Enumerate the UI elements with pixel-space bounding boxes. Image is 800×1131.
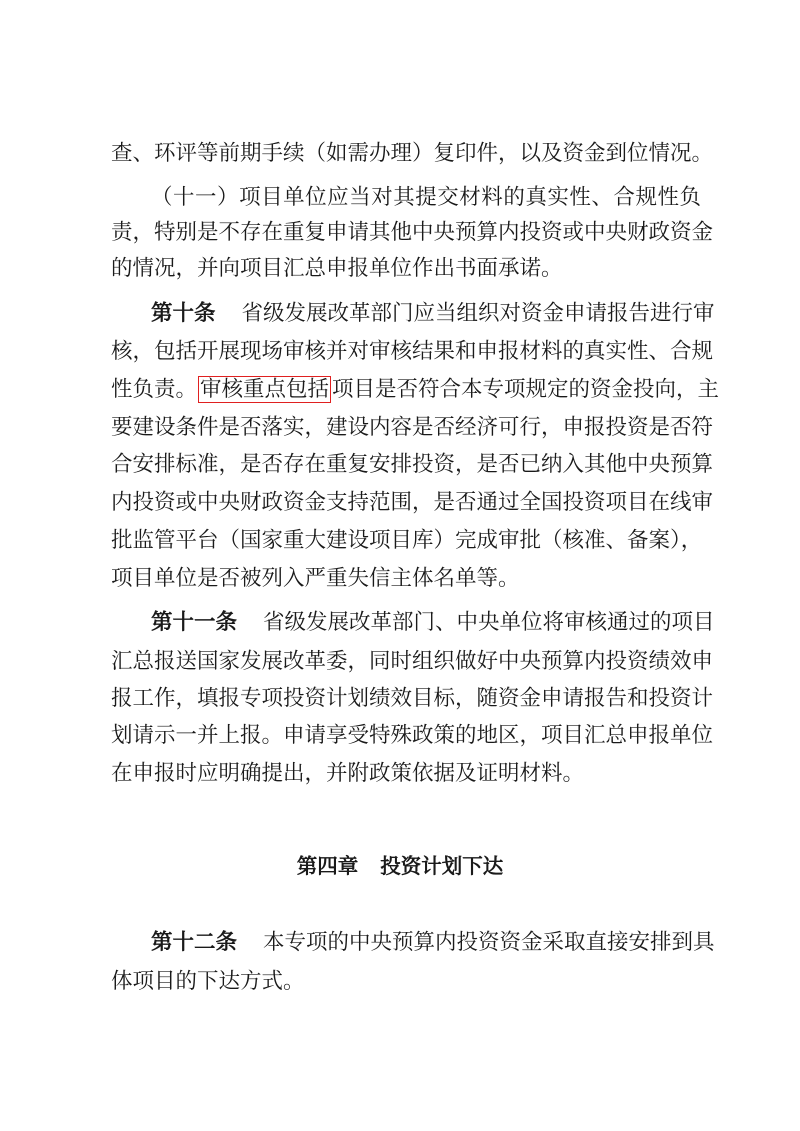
- text-line-with-highlight: [111, 372, 720, 408]
- article-11-line: [151, 605, 715, 641]
- text-line: （十一）项目单位应当对其提交材料的真实性、合规性负: [151, 185, 701, 210]
- article-10-heading: 第十条: [151, 301, 216, 326]
- chapter-title: [0, 848, 800, 884]
- text-line: 要建设条件是否落实，建设内容是否经济可行，申报投资是否符: [111, 415, 714, 440]
- text-line: 批监管平台（国家重大建设项目库）完成审批（核准、备案），: [111, 528, 703, 553]
- text-line: 的情况，并向项目汇总申报单位作出书面承诺。: [111, 256, 563, 281]
- highlight-box: 审核重点包括: [200, 377, 330, 402]
- text-line: 内投资或中央财政资金支持范围，是否通过全国投资项目在线审: [111, 490, 714, 515]
- article-11-heading: 第十一条: [151, 610, 238, 635]
- chapter-number: 第四章: [296, 854, 359, 878]
- text-line: 项目单位是否被列入严重失信主体名单等。: [111, 566, 520, 591]
- article-11-text: 省级发展改革部门、中央单位将审核通过的项目: [263, 610, 715, 635]
- text-line: 合安排标准，是否存在重复安排投资，是否已纳入其他中央预算: [111, 452, 714, 477]
- text-line: 在申报时应明确提出，并附政策依据及证明材料。: [111, 761, 585, 786]
- text-line: 查、环评等前期手续（如需办理）复印件，以及资金到位情况。: [111, 141, 714, 166]
- text-segment: 项目是否符合本专项规定的资金投向，主: [332, 377, 720, 402]
- text-line: 核，包括开展现场审核并对审核结果和申报材料的真实性、合规: [111, 339, 714, 364]
- article-12-heading: 第十二条: [151, 930, 238, 955]
- article-12-text: 本专项的中央预算内投资资金采取直接安排到具: [263, 930, 715, 955]
- article-12-line: [151, 925, 715, 961]
- text-line: 责，特别是不存在重复申请其他中央预算内投资或中央财政资金: [111, 220, 714, 245]
- article-10-text: 省级发展改革部门应当组织对资金申请报告进行审: [241, 301, 715, 326]
- text-line: 汇总报送国家发展改革委，同时组织做好中央预算内投资绩效申: [111, 649, 714, 674]
- text-line: 报工作，填报专项投资计划绩效目标，随资金申请报告和投资计: [111, 686, 714, 711]
- chapter-name: 投资计划下达: [380, 854, 504, 878]
- text-segment: 性负责。: [111, 377, 198, 402]
- article-10-line: [151, 296, 715, 332]
- text-line: 划请示一并上报。申请享受特殊政策的地区，项目汇总申报单位: [111, 723, 714, 748]
- text-line: 体项目的下达方式。: [111, 969, 305, 994]
